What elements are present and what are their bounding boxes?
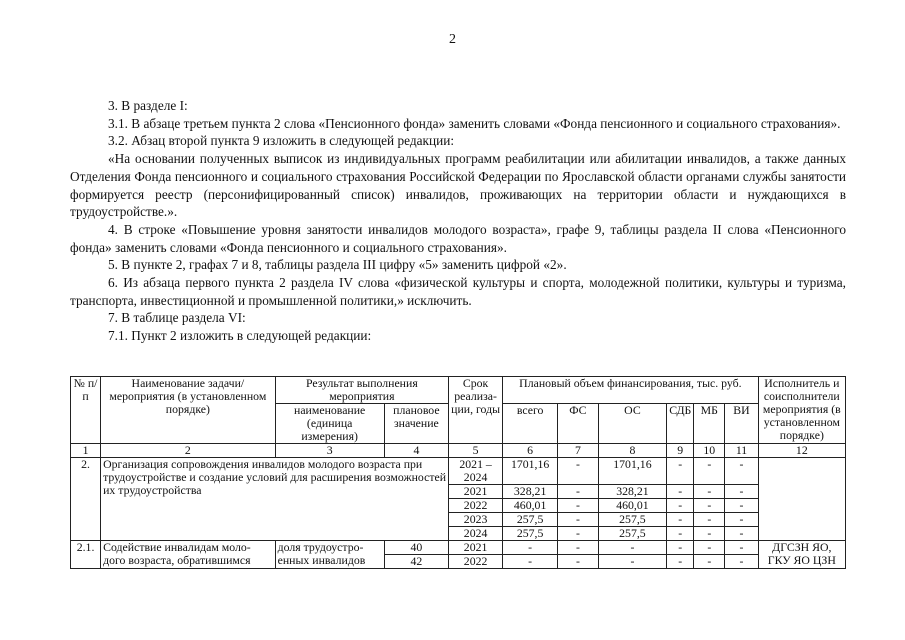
cell-mb: - — [694, 527, 725, 541]
cell-year: 2022 — [449, 555, 503, 569]
cell-total: - — [503, 555, 558, 569]
paragraph: 3.2. Абзац второй пункта 9 изложить в следующей редакции: — [108, 133, 455, 149]
cell-mb: - — [694, 485, 725, 499]
cell-sdb: - — [667, 458, 694, 485]
paragraph: 7.1. Пункт 2 изложить в следующей редакции: — [108, 328, 372, 344]
header-funding: Плановый объем финансирования, тыс. руб. — [503, 377, 759, 404]
header-result: Результат выполнения мероприятия — [275, 377, 448, 404]
column-number: 12 — [758, 444, 845, 458]
cell-fs: - — [558, 485, 599, 499]
cell-os: 460,01 — [598, 499, 667, 513]
cell-total: 1701,16 — [503, 458, 558, 485]
column-number: 3 — [275, 444, 384, 458]
cell-sdb: - — [667, 527, 694, 541]
column-number: 2 — [101, 444, 276, 458]
column-number: 6 — [503, 444, 558, 458]
cell-year: 2024 — [449, 527, 503, 541]
cell-vi: - — [725, 555, 758, 569]
cell-total: 460,01 — [503, 499, 558, 513]
paragraph: «На основании полученных выписок из индивидуальных программ реабилитации или абилитации инвалидов, а также данных Отделения Фонда пенсионного и социального страхования Российской Федерации по Ярославской области органами службы занятости формируется реестр (персонифицированный список) инвалидов, проживающих на территории области и нуждающихся в трудоустройстве.». — [70, 151, 846, 220]
cell-total: 328,21 — [503, 485, 558, 499]
cell-fs: - — [558, 513, 599, 527]
column-number: 9 — [667, 444, 694, 458]
paragraph: 3.1. В абзаце третьем пункта 2 слова «Пенсионного фонда» заменить словами «Фонда пенсионного и социального страхования». — [108, 115, 841, 131]
cell-os: 257,5 — [598, 527, 667, 541]
cell-os: 328,21 — [598, 485, 667, 499]
cell-executor — [758, 458, 845, 541]
cell-vi: - — [725, 541, 758, 555]
page-number: 2 — [449, 32, 456, 47]
header-sdb: СДБ — [667, 404, 694, 444]
cell-total: 257,5 — [503, 527, 558, 541]
header-result-name: наименование (единица измерения) — [275, 404, 384, 444]
table-row — [71, 458, 846, 485]
header-executor: Исполнитель и соисполнители мероприятия (в установленном порядке) — [758, 377, 845, 444]
cell-sdb: - — [667, 499, 694, 513]
cell-mb: - — [694, 555, 725, 569]
cell-total: 257,5 — [503, 513, 558, 527]
column-number: 5 — [449, 444, 503, 458]
paragraph: 4. В строке «Повышение уровня занятости инвалидов молодого возраста», графе 9, таблицы раздела II слова «Пенсионного фонда» заменить словами «Фонда пенсионного и социального страхования». — [70, 221, 846, 255]
cell-os: 1701,16 — [598, 458, 667, 485]
document-body — [70, 97, 846, 345]
cell-value: 40 — [384, 541, 448, 555]
column-number: 4 — [384, 444, 448, 458]
column-number: 8 — [598, 444, 667, 458]
paragraph: 6. Из абзаца первого пункта 2 раздела IV слова «физической культуры и спорта, молодежной политики, культуры и туризма, транспорта, инвестиционной и промышленной политики,» исключить. — [70, 275, 846, 308]
cell-vi: - — [725, 513, 758, 527]
row-name: Организация сопровождения инвалидов молодого возраста при трудоустройстве и создание условий для расширения возможностей их трудоустройства — [101, 458, 449, 541]
cell-mb: - — [694, 541, 725, 555]
cell-fs: - — [558, 499, 599, 513]
header-result-value: плановое значение — [384, 404, 448, 444]
financing-table — [70, 376, 846, 569]
row-result-name: доля трудоустро-енных инвалидов — [275, 541, 384, 569]
header-name: Наименование задачи/мероприятия (в установленном порядке) — [101, 377, 276, 444]
header-num: № п/п — [71, 377, 101, 444]
row-num: 2. — [71, 458, 101, 541]
table-header-row — [71, 377, 846, 404]
cell-mb: - — [694, 458, 725, 485]
header-vi: ВИ — [725, 404, 758, 444]
cell-fs: - — [558, 527, 599, 541]
cell-os: - — [598, 541, 667, 555]
cell-total: - — [503, 541, 558, 555]
cell-mb: - — [694, 499, 725, 513]
cell-year: 2023 — [449, 513, 503, 527]
cell-vi: - — [725, 499, 758, 513]
cell-fs: - — [558, 458, 599, 485]
cell-mb: - — [694, 513, 725, 527]
cell-sdb: - — [667, 541, 694, 555]
cell-vi: - — [725, 458, 758, 485]
cell-fs: - — [558, 541, 599, 555]
cell-vi: - — [725, 485, 758, 499]
paragraph: 3. В разделе I: — [108, 98, 188, 113]
row-name: Содействие инвалидам моло-дого возраста, обратившимся — [101, 541, 276, 569]
cell-year: 2021 – 2024 — [449, 458, 503, 485]
paragraph: 7. В таблице раздела VI: — [108, 310, 246, 326]
cell-os: 257,5 — [598, 513, 667, 527]
header-os: ОС — [598, 404, 667, 444]
cell-executor: ДГСЗН ЯО, ГКУ ЯО ЦЗН — [758, 541, 845, 569]
paragraph: 5. В пункте 2, графах 7 и 8, таблицы раздела III цифру «5» заменить цифрой «2». — [108, 257, 567, 273]
cell-value: 42 — [384, 555, 448, 569]
column-number: 11 — [725, 444, 758, 458]
header-mb: МБ — [694, 404, 725, 444]
cell-sdb: - — [667, 555, 694, 569]
header-total: всего — [503, 404, 558, 444]
cell-sdb: - — [667, 513, 694, 527]
cell-vi: - — [725, 527, 758, 541]
cell-year: 2021 — [449, 541, 503, 555]
row-num: 2.1. — [71, 541, 101, 569]
column-number: 7 — [558, 444, 599, 458]
header-fs: ФС — [558, 404, 599, 444]
cell-year: 2021 — [449, 485, 503, 499]
table-row — [71, 541, 846, 555]
column-number: 1 — [71, 444, 101, 458]
cell-os: - — [598, 555, 667, 569]
column-numbers-row — [71, 444, 846, 458]
column-number: 10 — [694, 444, 725, 458]
header-period: Срок реализа-ции, годы — [449, 377, 503, 444]
cell-fs: - — [558, 555, 599, 569]
cell-sdb: - — [667, 485, 694, 499]
cell-year: 2022 — [449, 499, 503, 513]
